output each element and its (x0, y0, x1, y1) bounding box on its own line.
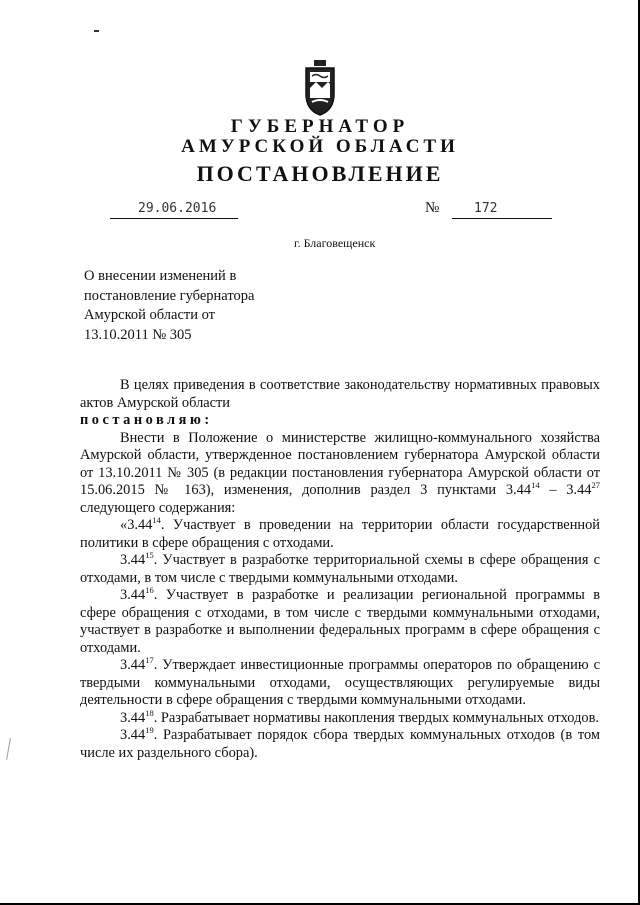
clause-paragraph (80, 657, 600, 710)
clause-sup: 16 (145, 585, 154, 596)
clause-sup: 14 (152, 515, 161, 526)
intro-text: следующего содержания: (80, 499, 236, 516)
coat-of-arms-icon (298, 60, 342, 116)
scan-speck (94, 30, 99, 32)
clause-number: 3.44 (120, 727, 146, 743)
clause-number: 3.44 (120, 552, 146, 568)
preamble-paragraph: В целях приведения в соответствие законодательству нормативных правовых актов Амурской области (80, 377, 600, 411)
clause-paragraph (80, 727, 600, 762)
clause-text: . Утверждает инвестиционные программы операторов по обращению с твердыми коммунальными отходами, осуществляющих регулируемые виды деятельности в сфере обращения с твердыми коммунальными отходами. (80, 657, 600, 708)
subject-line: О внесении изменений в (84, 268, 237, 284)
clause-paragraph (80, 517, 600, 552)
clause-text: . Разрабатывает нормативы накопления твердых коммунальных отходов. (153, 709, 600, 726)
city-line: г. Благовещенск (294, 236, 376, 250)
title-region: АМУРСКОЙ ОБЛАСТИ (181, 136, 459, 157)
clause-paragraph (80, 587, 600, 657)
clause-number: 3.44 (120, 657, 146, 673)
clause-number: 3.44 (120, 709, 146, 726)
clause-sup: 15 (145, 550, 154, 561)
clause-text: . Разрабатывает порядок сбора твердых коммунальных отходов (в том числе их раздельного сбора). (80, 727, 600, 761)
date-underline (110, 218, 238, 219)
clause-number: «3.44 (120, 517, 153, 533)
clause-paragraph (80, 707, 600, 728)
intro-sup: 14 (531, 480, 540, 491)
clause-sup: 18 (145, 707, 154, 718)
subject-line: 13.10.2011 № 305 (84, 326, 192, 343)
doc-type-title: ПОСТАНОВЛЕНИЕ (196, 161, 444, 186)
clause-text: . Участвует в разработке и реализации региональной программы в сфере обращения с отходами, в том числе с твердыми коммунальными отходами, участвует в разработке и выполнении федеральных программ в сфере обращения с отходами. (80, 587, 600, 656)
subject-line: постановление губернатора (84, 287, 255, 304)
margin-mark (6, 738, 11, 760)
title-governor: ГУБЕРНАТОР (230, 116, 410, 137)
clause-paragraph (80, 552, 600, 587)
doc-number: 172 (474, 201, 498, 216)
clause-number: 3.44 (120, 587, 146, 603)
number-underline (452, 218, 552, 219)
clause-sup: 17 (145, 655, 154, 666)
subject-line: Амурской области от (84, 307, 216, 323)
intro-text: – 3.44 (539, 482, 592, 498)
intro-sup: 27 (591, 480, 600, 491)
doc-date: 29.06.2016 (138, 201, 217, 216)
clause-text: . Участвует в разработке территориальной схемы в сфере обращения с отходами, в том числе с твердыми коммунальными отходами. (80, 552, 600, 586)
clause-text: . Участвует в проведении на территории области государственной политики в сфере обращения с отходами. (80, 517, 600, 551)
number-label: № (425, 200, 440, 216)
resolve-word: постановляю: (80, 412, 213, 428)
subject-block (84, 267, 304, 345)
clause-sup: 19 (145, 725, 154, 736)
intro-paragraph (80, 430, 600, 518)
intro-text: Внести в Положение о министерстве жилищно-коммунального хозяйства Амурской области, утвержденное постановлением губернатора Амурской области от 13.10.2011 № 305 (в редакции постановления губернатора Амурской области от 15.06.2015 № 163), изменения, дополнив раздел 3 пунктами 3.44 (80, 429, 600, 498)
document-body (80, 377, 600, 762)
